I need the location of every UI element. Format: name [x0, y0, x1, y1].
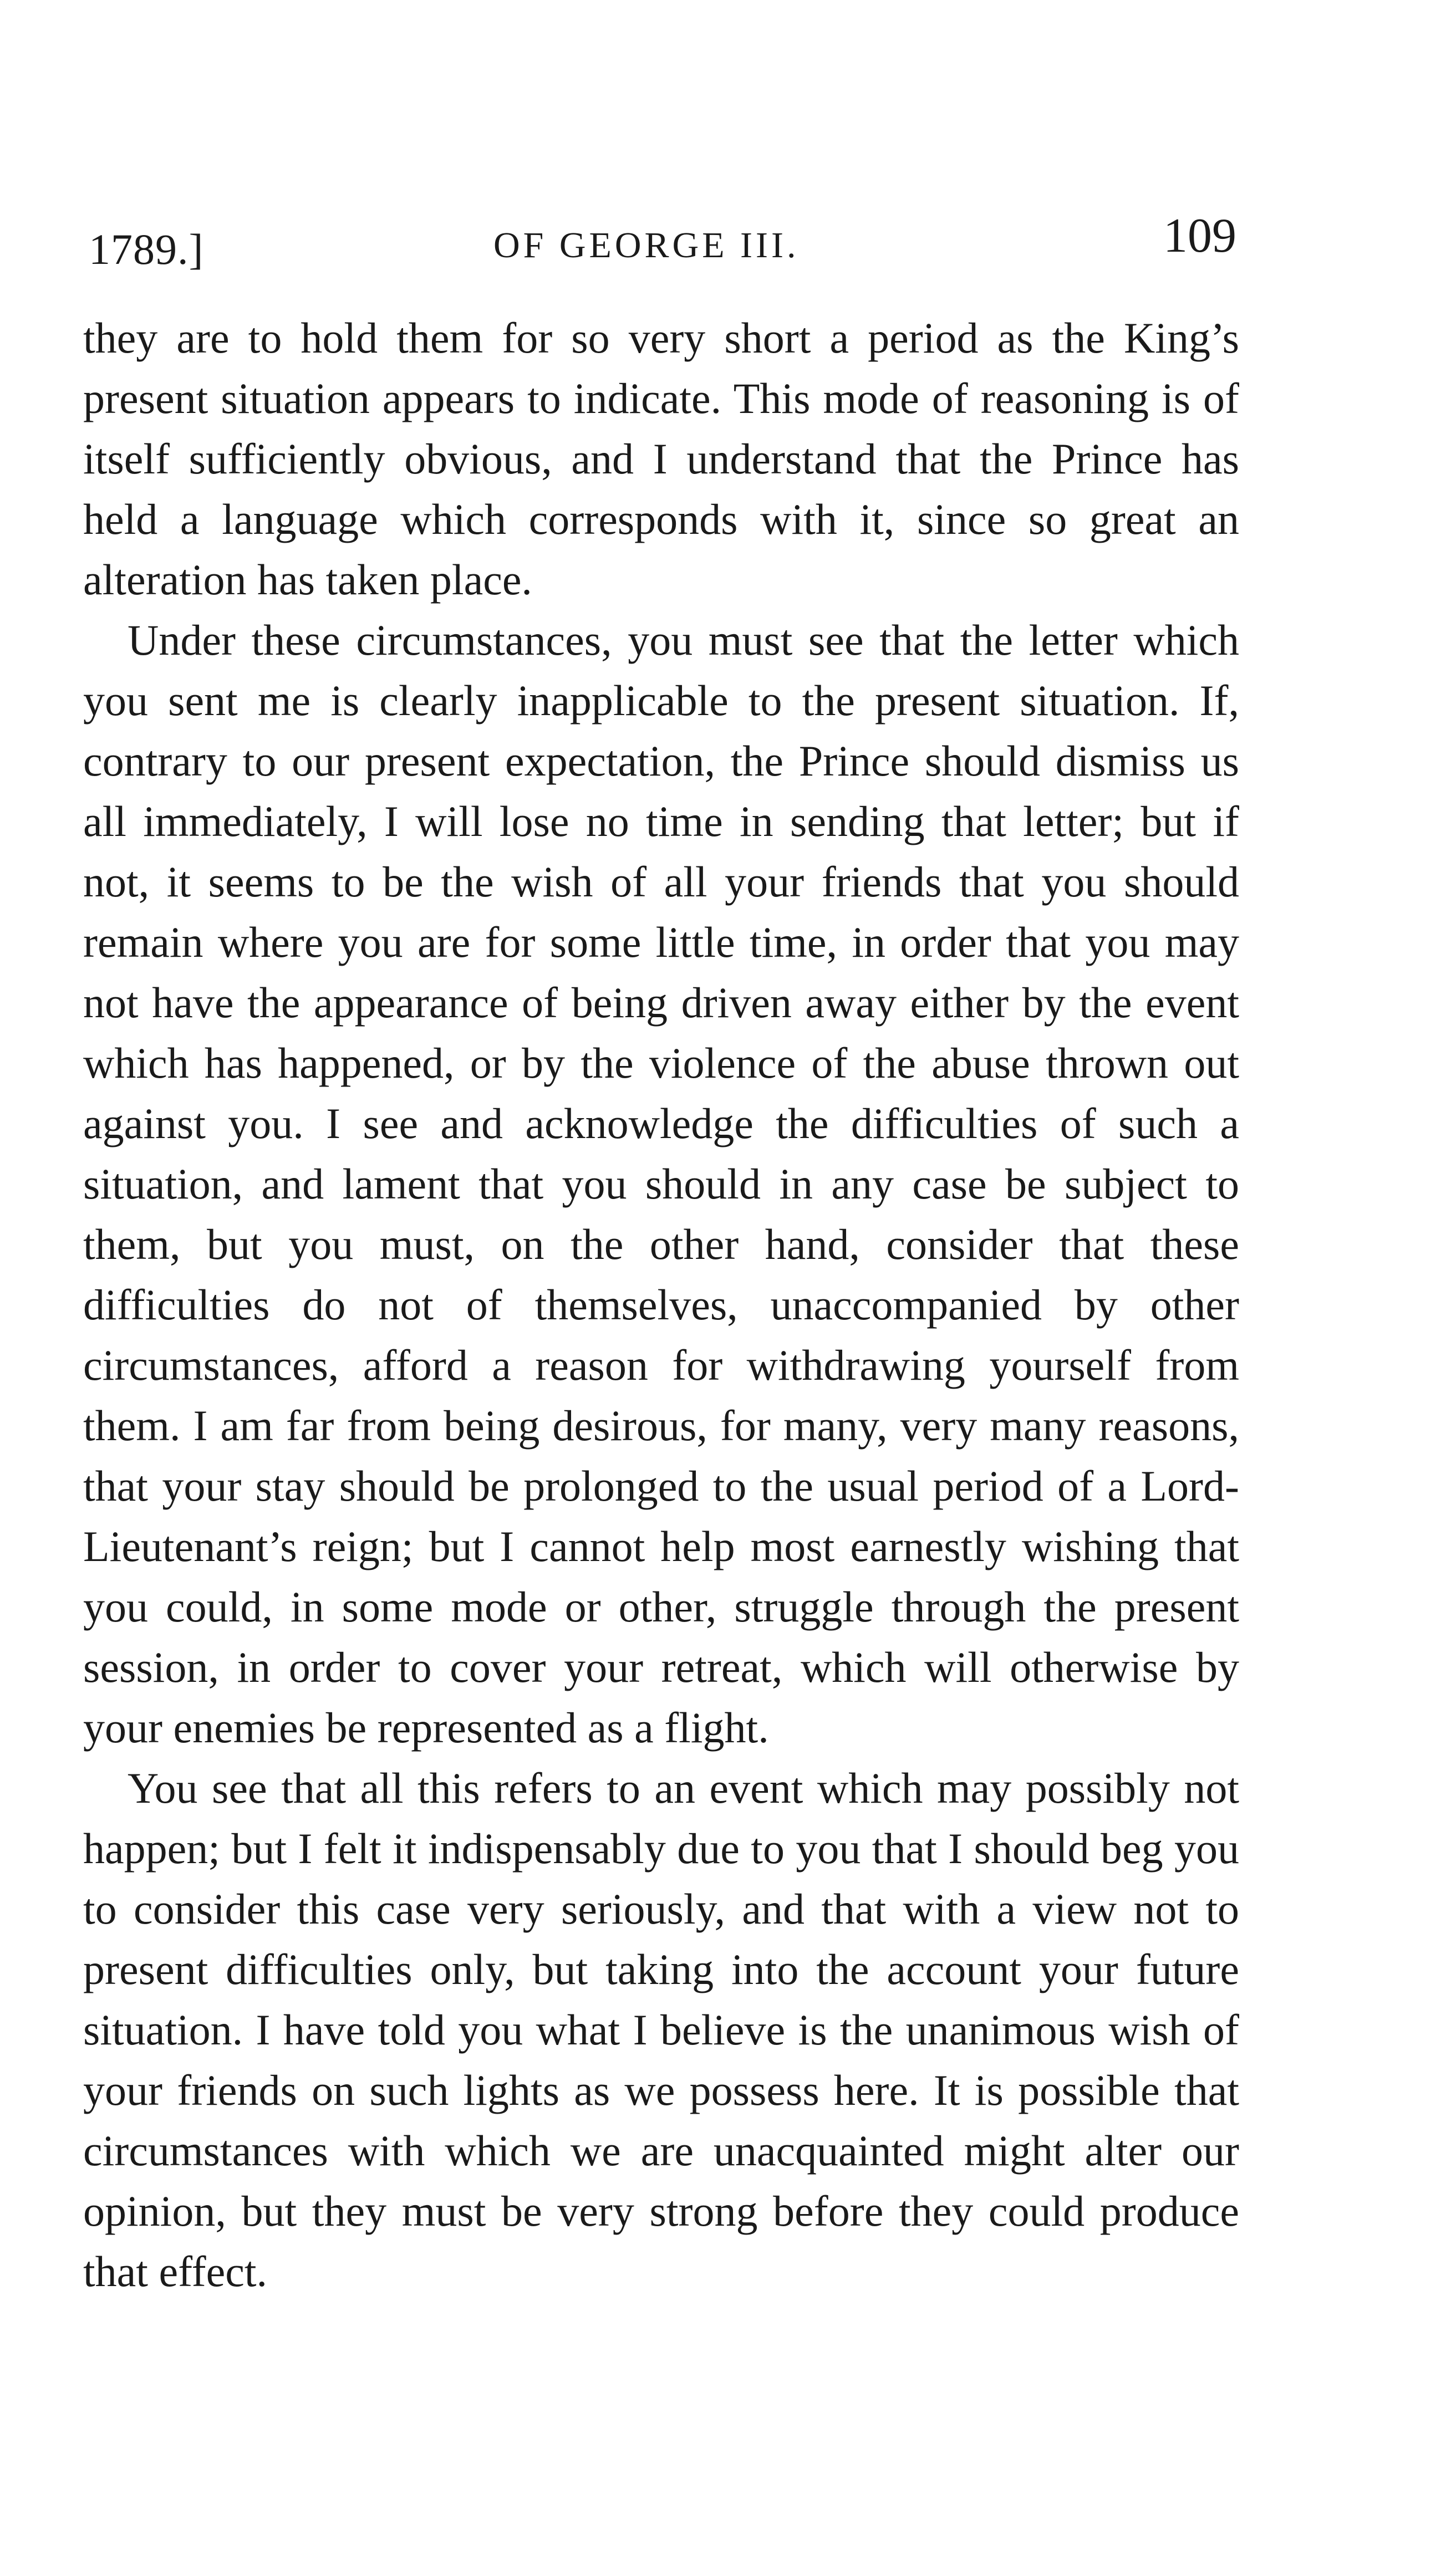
- running-head: [89, 208, 1236, 274]
- running-head-title: OF GEORGE III.: [493, 225, 800, 266]
- paragraph: You see that all this refers to an event which may possibly not happen; but I felt it indispensably due to you that I should beg you to consider this case very seriously, and that with a view not to present difficulties only, but taking into the account your future situation. I have told you what I believe is the unanimous wish of your friends on such lights as we possess here. It is possible that circumstances with which we are unacquainted might alter our opinion, but they must be very strong before they could produce that effect.: [83, 1764, 1239, 2296]
- paragraph-continued: they are to hold them for so very short a period as the King’s present situation appears to indicate. This mode of reasoning is of itself sufficiently obvious, and I understand that the Prince has held a language which corresponds with it, since so great an alteration has taken place.: [83, 314, 1239, 604]
- page-number: 109: [1163, 209, 1236, 263]
- paragraph: Under these circumstances, you must see that the letter which you sent me is clearly inapplicable to the present situation. If, contrary to our present expectation, the Prince should dismiss us all immediately, I will lose no time in sending that letter; but if not, it seems to be the wish of all your friends that you should remain where you are for some little time, in order that you may not have the appearance of being driven away either by the event which has happened, or by the violence of the abuse thrown out against you. I see and acknowledge the difficulties of such a situation, and lament that you should in any case be subject to them, but you must, on the other hand, consider that these difficulties do not of themselves, unaccompanied by other circumstances, afford a reason for withdrawing yourself from them. I am far from being desirous, for many, very many reasons, that your stay should be prolonged to the usual period of a Lord-Lieutenant’s reign; but I cannot help most earnestly wishing that you could, in some mode or other, struggle through the present session, in order to cover your retreat, which will otherwise by your enemies be represented as a flight.: [83, 616, 1239, 1752]
- running-head-year: 1789.]: [89, 225, 204, 273]
- body-text: [83, 308, 1239, 2302]
